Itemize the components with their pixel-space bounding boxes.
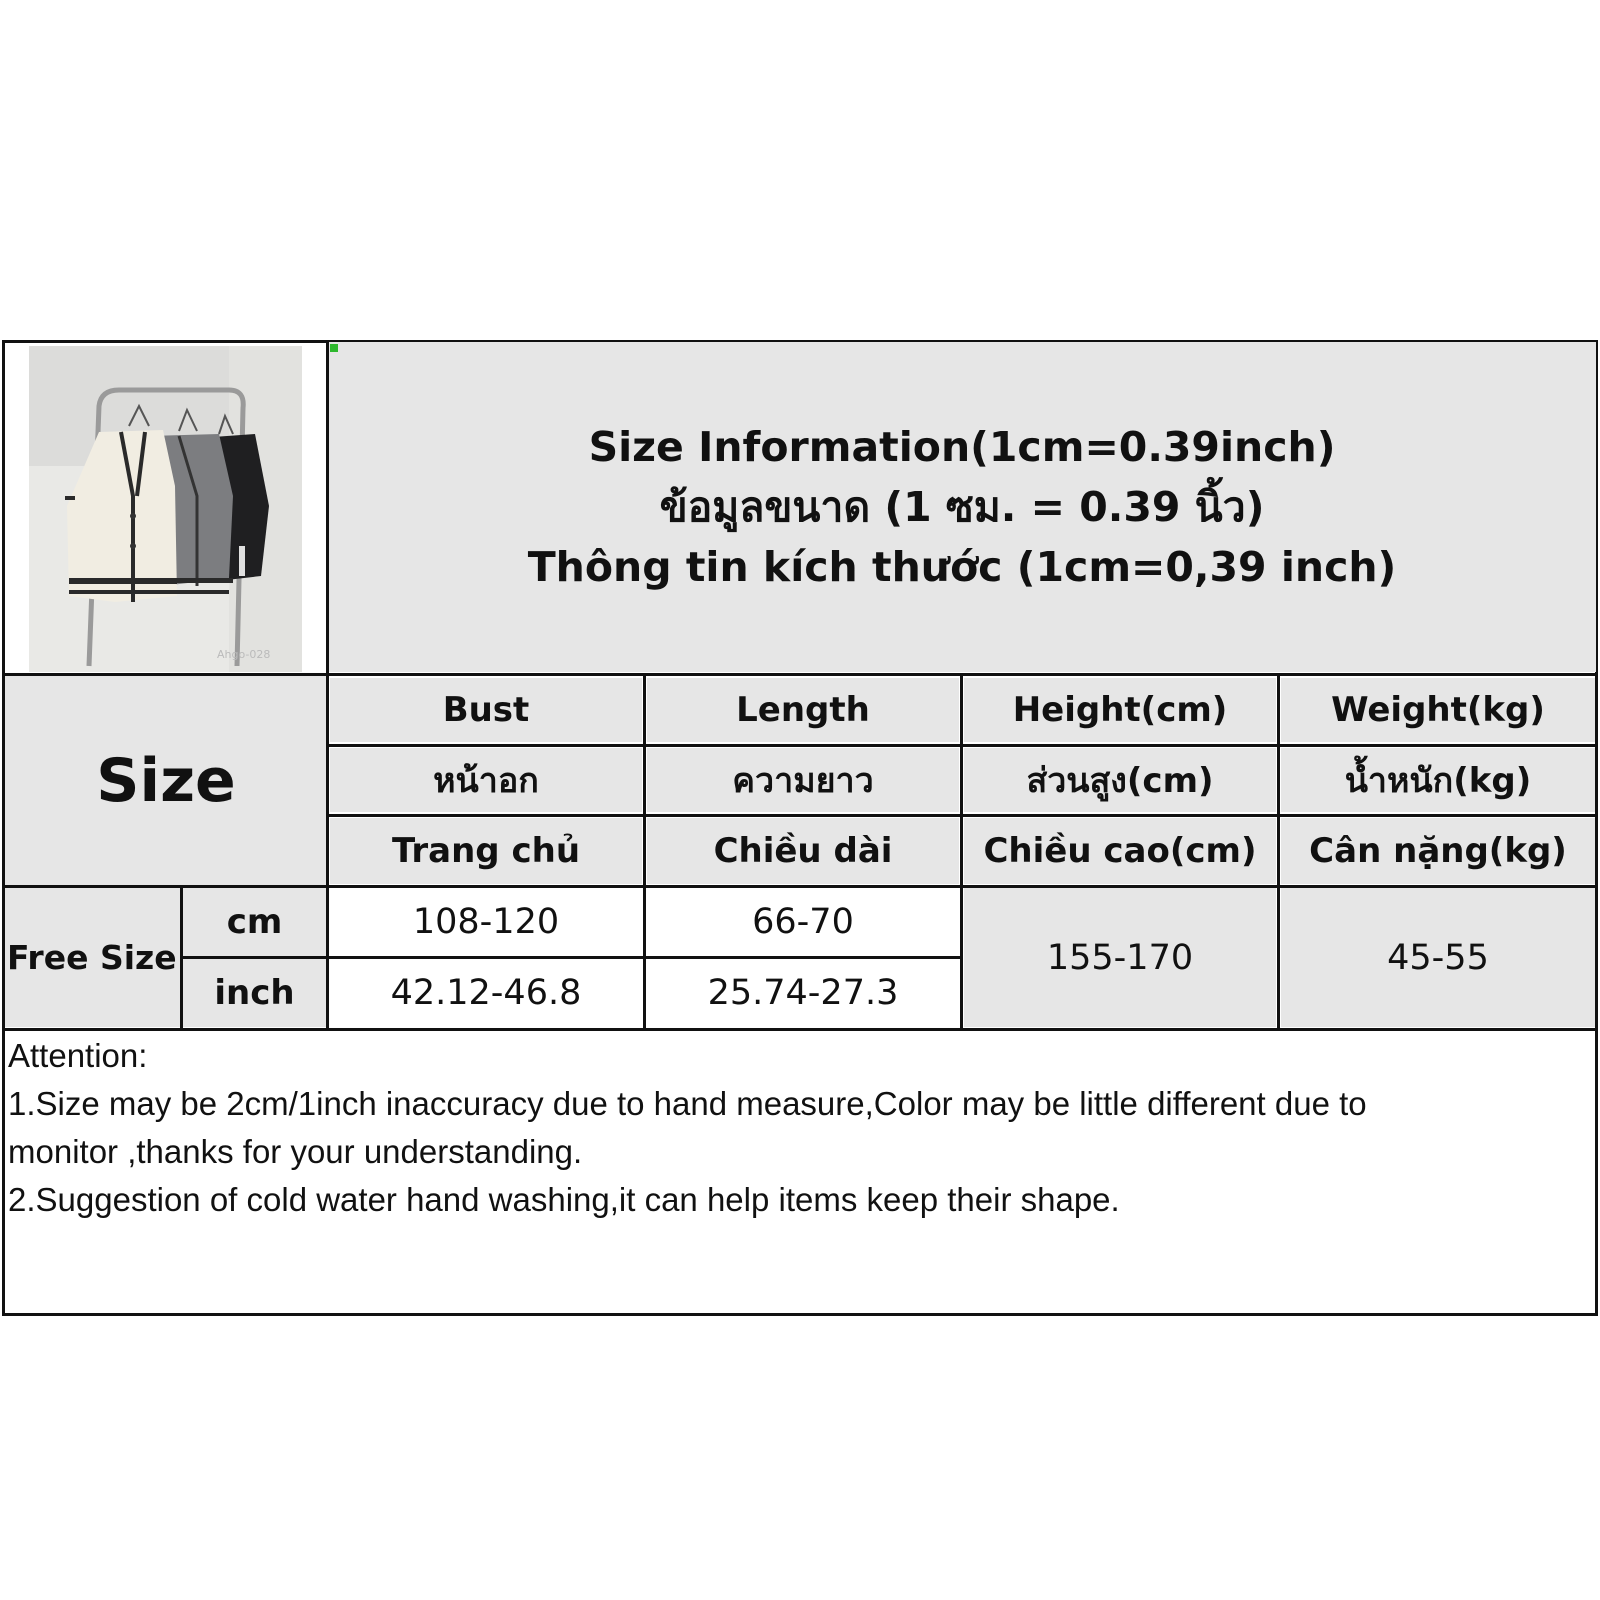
header-row-rule-2	[329, 814, 1596, 817]
header-bust-vi: Trang chủ	[330, 818, 642, 884]
title-thai: ข้อมูลขนาด (1 ซม. = 0.39 นิ้ว)	[659, 483, 1265, 531]
header-weight-th: น้ำหนัก(kg)	[1281, 748, 1595, 812]
col-rule-2	[960, 676, 963, 1028]
unit-inch: inch	[183, 959, 326, 1027]
size-label-cell	[5, 676, 327, 885]
title-english: Size Information(1cm=0.39inch)	[588, 423, 1336, 471]
header-height-th: ส่วนสูง(cm)	[964, 748, 1276, 812]
weight-value: 45-55	[1281, 888, 1595, 1027]
header-weight-en: Weight(kg)	[1281, 678, 1595, 742]
cardigan-rack-image	[29, 346, 302, 672]
photo-watermark: Ahgo-028	[217, 648, 271, 661]
header-bust-th: หน้าอก	[330, 748, 642, 812]
bust-inch-value: 42.12-46.8	[330, 959, 642, 1027]
length-inch-value: 25.74-27.3	[647, 959, 959, 1027]
col-rule-1	[643, 676, 646, 1028]
title-vietnamese: Thông tin kích thước (1cm=0,39 inch)	[527, 543, 1397, 591]
col-rule-3	[1277, 676, 1280, 1028]
bust-cm-value: 108-120	[330, 888, 642, 956]
header-length-en: Length	[647, 678, 959, 742]
green-marker	[330, 344, 338, 352]
product-photo	[29, 346, 302, 672]
header-height-en: Height(cm)	[964, 678, 1276, 742]
height-value: 155-170	[964, 888, 1276, 1027]
data-bottom-rule	[2, 1028, 1598, 1031]
header-weight-vi: Cân nặng(kg)	[1281, 818, 1595, 884]
title-panel	[328, 342, 1596, 672]
attention-notes	[8, 1032, 1588, 1224]
header-length-vi: Chiều dài	[647, 818, 959, 884]
col-rule-0	[326, 676, 329, 1028]
unit-cm: cm	[183, 888, 326, 956]
title-divider	[326, 340, 329, 675]
length-cm-value: 66-70	[647, 888, 959, 956]
header-height-vi: Chiều cao(cm)	[964, 818, 1276, 884]
notes-heading: Attention:	[8, 1037, 148, 1074]
notes-line-1-continued: monitor ,thanks for your understanding.	[8, 1133, 583, 1170]
header-row-rule-1	[329, 744, 1596, 747]
data-row-rule	[183, 956, 963, 959]
size-label: Size	[96, 745, 236, 816]
notes-line-2: 2.Suggestion of cold water hand washing,it can help items keep their shape.	[8, 1181, 1120, 1218]
header-bust-en: Bust	[330, 678, 642, 742]
header-length-th: ความยาว	[647, 748, 959, 812]
notes-line-1: 1.Size may be 2cm/1inch inaccuracy due to hand measure,Color may be little different due to	[8, 1085, 1367, 1122]
free-size-label: Free Size	[5, 888, 180, 1027]
